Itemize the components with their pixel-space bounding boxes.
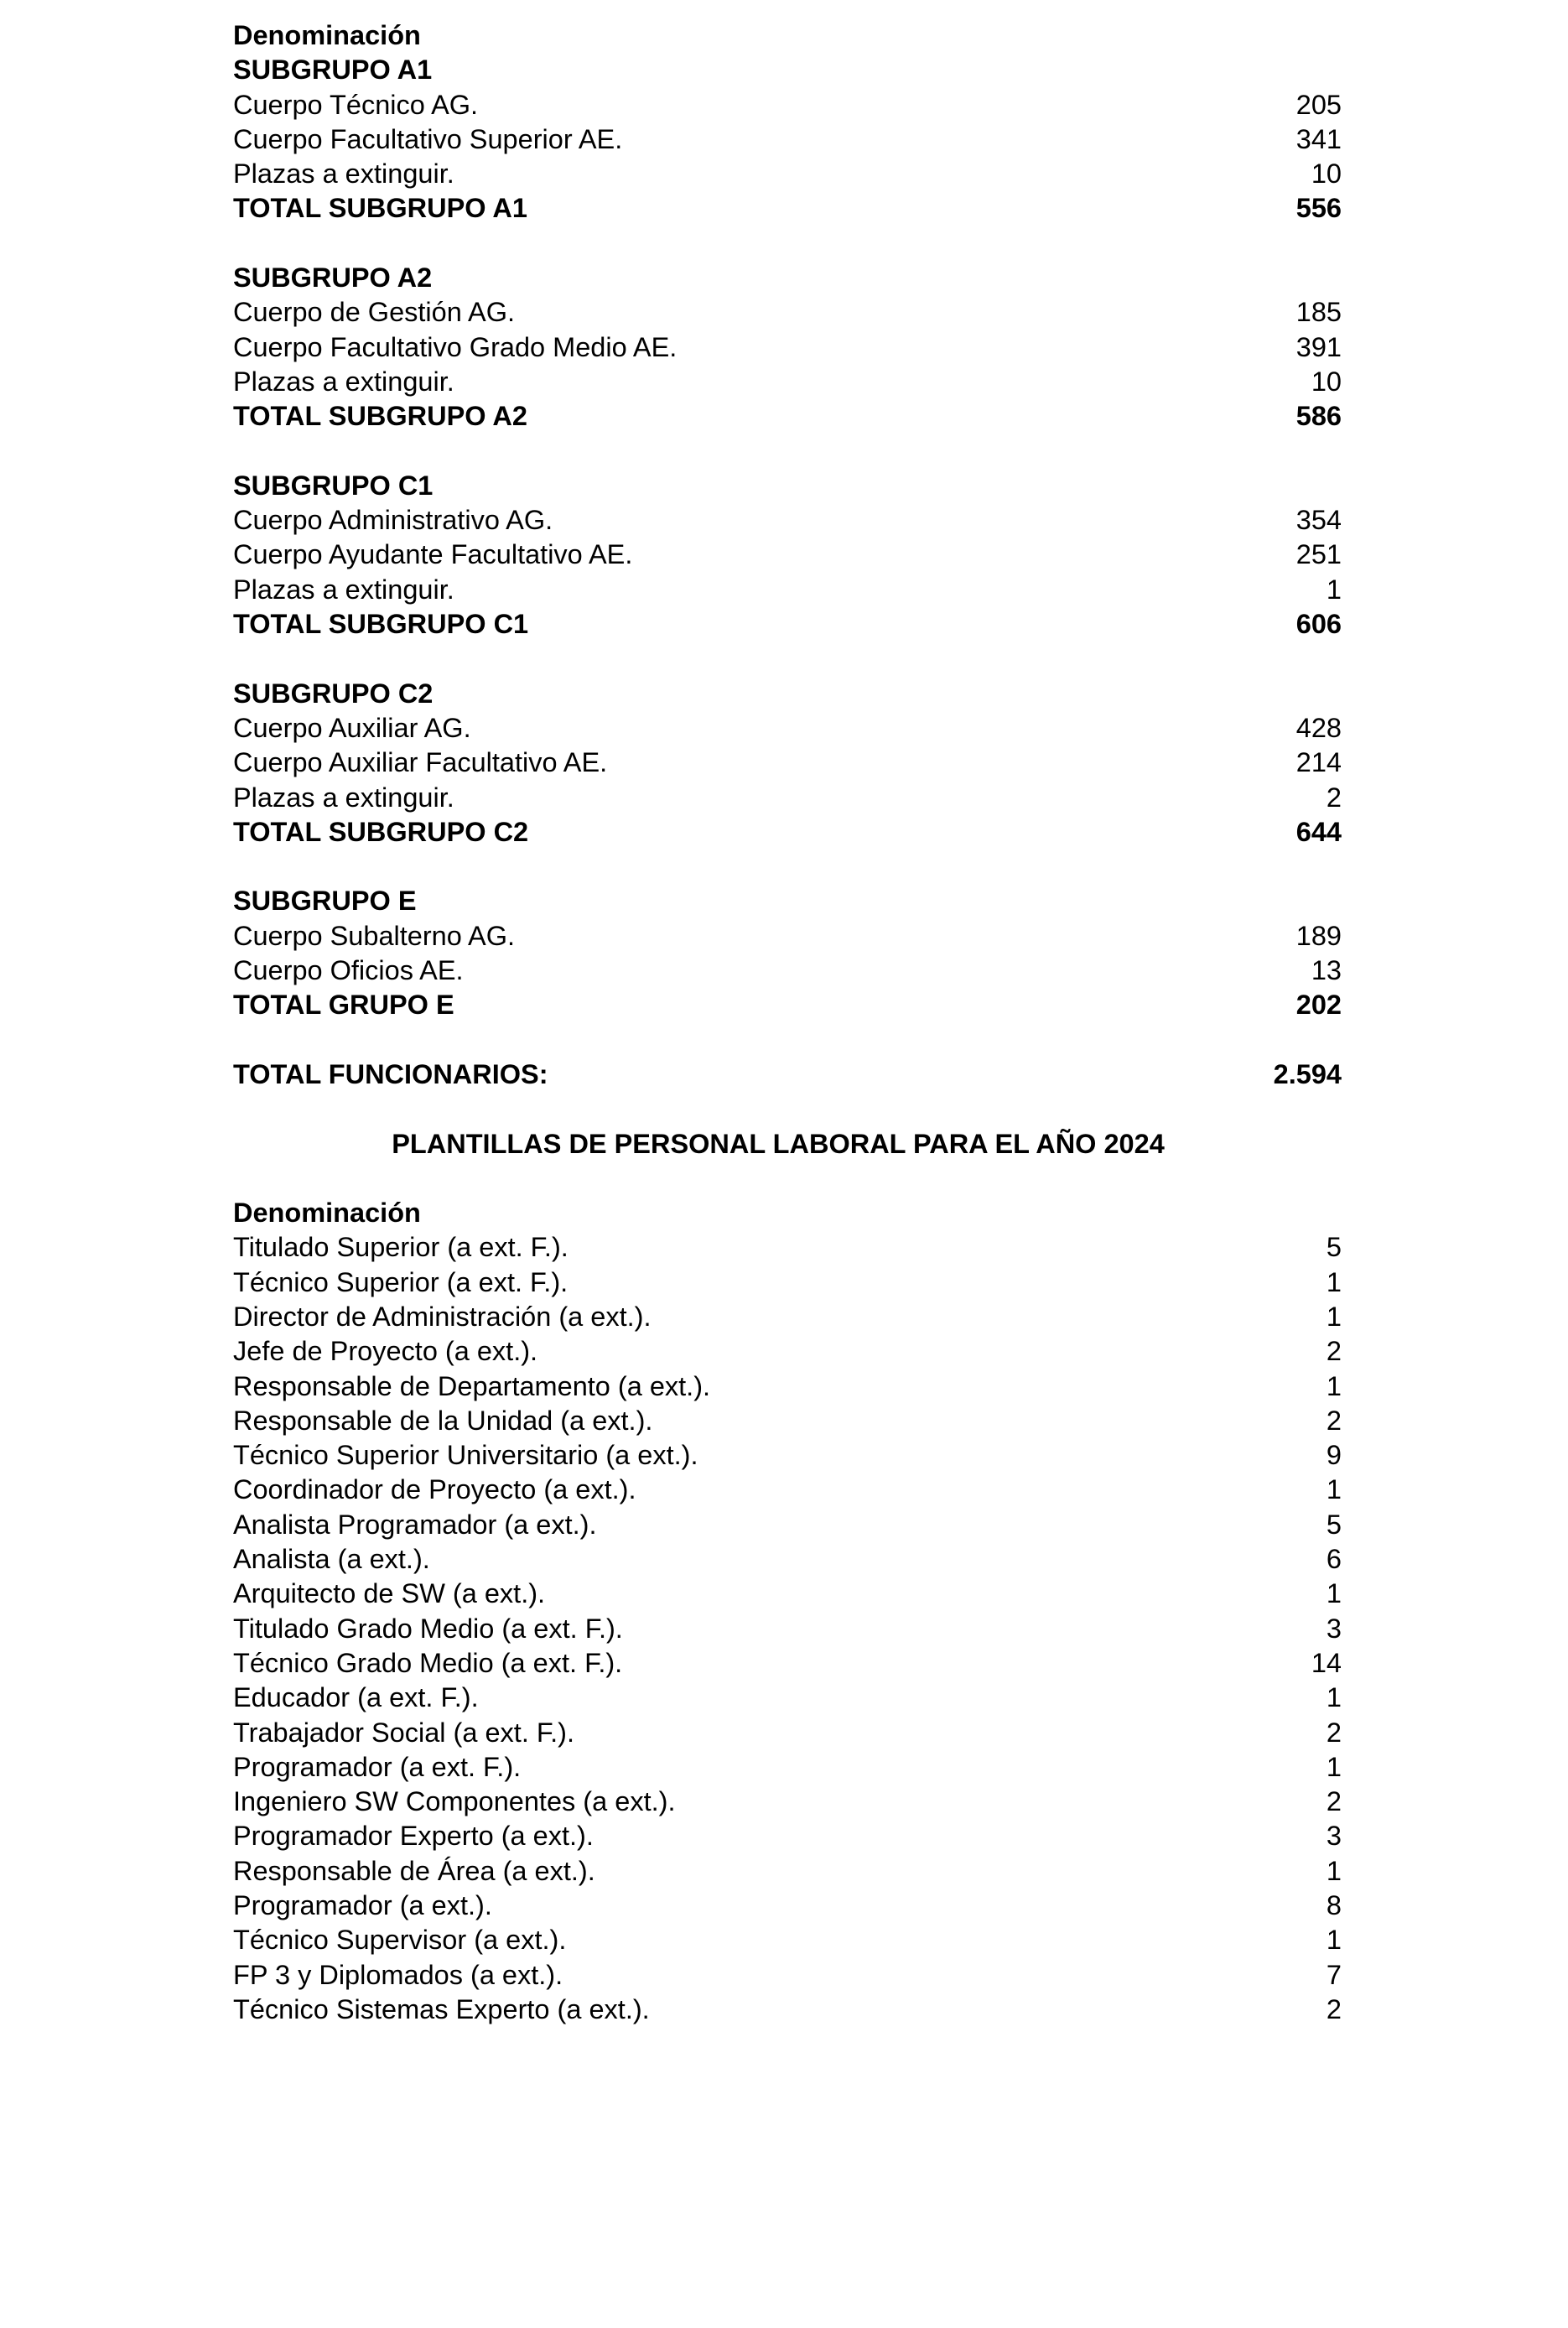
group-c1 — [233, 469, 1342, 642]
table-row: Responsable de la Unidad (a ext.). 2 — [233, 1405, 1342, 1436]
table-row: Técnico Sistemas Experto (a ext.). 2 — [233, 1993, 1342, 2024]
table-row: Técnico Supervisor (a ext.). 1 — [233, 1925, 1342, 1956]
table-row: Plazas a extinguir. 10 — [233, 366, 1342, 397]
table-row: Plazas a extinguir. 2 — [233, 782, 1342, 813]
table-row: Coordinador de Proyecto (a ext.). 1 — [233, 1474, 1342, 1505]
table-row: Plazas a extinguir. 1 — [233, 574, 1342, 605]
table-row: Técnico Grado Medio (a ext. F.). 14 — [233, 1647, 1342, 1678]
table-row: Responsable de Área (a ext.). 1 — [233, 1855, 1342, 1886]
table-row: Director de Administración (a ext.). 1 — [233, 1301, 1342, 1332]
table-row: Educador (a ext. F.). 1 — [233, 1682, 1342, 1713]
group-total-row: TOTAL SUBGRUPO A2 586 — [233, 401, 1342, 432]
table-row: Técnico Superior Universitario (a ext.). 9 — [233, 1440, 1342, 1471]
table-row: Programador (a ext.). 8 — [233, 1890, 1342, 1921]
table-row: Analista (a ext.). 6 — [233, 1544, 1342, 1575]
table-row: FP 3 y Diplomados (a ext.). 7 — [233, 1959, 1342, 1990]
table-row: Cuerpo Administrativo AG. 354 — [233, 505, 1342, 536]
table-row: Cuerpo Técnico AG. 205 — [233, 89, 1342, 120]
group-title: SUBGRUPO C1 — [233, 470, 434, 501]
table-row: Plazas a extinguir. 10 — [233, 158, 1342, 190]
table-row: Arquitecto de SW (a ext.). 1 — [233, 1578, 1342, 1609]
group-total-row: TOTAL SUBGRUPO A1 556 — [233, 193, 1342, 224]
group-title: SUBGRUPO C2 — [233, 678, 434, 709]
table-row: Responsable de Departamento (a ext.). 1 — [233, 1370, 1342, 1401]
group-e — [233, 884, 1342, 1022]
spacer — [233, 850, 1342, 884]
table-row: Programador Experto (a ext.). 3 — [233, 1821, 1342, 1852]
table-row: Cuerpo Auxiliar Facultativo AE. 214 — [233, 747, 1342, 778]
spacer — [233, 1161, 1342, 1196]
heading-label: Denominación — [233, 20, 421, 50]
table-row: Cuerpo Facultativo Grado Medio AE. 391 — [233, 331, 1342, 362]
group-total-row: TOTAL SUBGRUPO C2 644 — [233, 816, 1342, 847]
table-row: Titulado Superior (a ext. F.). 5 — [233, 1232, 1342, 1263]
group-a1 — [233, 53, 1342, 226]
document-body — [233, 18, 1342, 2027]
funcionarios-heading — [233, 18, 1342, 53]
group-total-row: TOTAL SUBGRUPO C1 606 — [233, 609, 1342, 640]
table-row: Jefe de Proyecto (a ext.). 2 — [233, 1336, 1342, 1367]
table-row: Cuerpo Oficios AE. 13 — [233, 955, 1342, 986]
table-row: Trabajador Social (a ext. F.). 2 — [233, 1717, 1342, 1748]
laboral-section — [233, 1127, 1342, 2028]
table-row: Cuerpo de Gestión AG. 185 — [233, 297, 1342, 328]
table-row: Cuerpo Subalterno AG. 189 — [233, 920, 1342, 951]
table-row: Programador (a ext. F.). 1 — [233, 1751, 1342, 1782]
section-title: PLANTILLAS DE PERSONAL LABORAL PARA EL AÑO 2024 — [392, 1128, 1165, 1159]
table-row: Analista Programador (a ext.). 5 — [233, 1509, 1342, 1540]
table-row: Técnico Superior (a ext. F.). 1 — [233, 1266, 1342, 1297]
table-row: Titulado Grado Medio (a ext. F.). 3 — [233, 1613, 1342, 1644]
grand-total-row: TOTAL FUNCIONARIOS: 2.594 — [233, 1058, 1342, 1089]
spacer — [233, 1023, 1342, 1057]
group-title: SUBGRUPO A1 — [233, 55, 433, 86]
group-c2 — [233, 677, 1342, 850]
group-a2 — [233, 261, 1342, 434]
spacer — [233, 1092, 1342, 1126]
table-row: Ingeniero SW Componentes (a ext.). 2 — [233, 1786, 1342, 1817]
group-title: SUBGRUPO E — [233, 886, 417, 917]
spacer — [233, 226, 1342, 261]
heading-label: Denominación — [233, 1198, 421, 1229]
laboral-heading — [233, 1196, 1342, 1230]
spacer — [233, 434, 1342, 469]
table-row: Cuerpo Ayudante Facultativo AE. 251 — [233, 539, 1342, 570]
table-row: Cuerpo Facultativo Superior AE. 341 — [233, 123, 1342, 154]
spacer — [233, 642, 1342, 676]
group-title: SUBGRUPO A2 — [233, 262, 433, 294]
group-total-row: TOTAL GRUPO E 202 — [233, 990, 1342, 1021]
table-row: Cuerpo Auxiliar AG. 428 — [233, 712, 1342, 743]
funcionarios-section — [233, 18, 1342, 1127]
